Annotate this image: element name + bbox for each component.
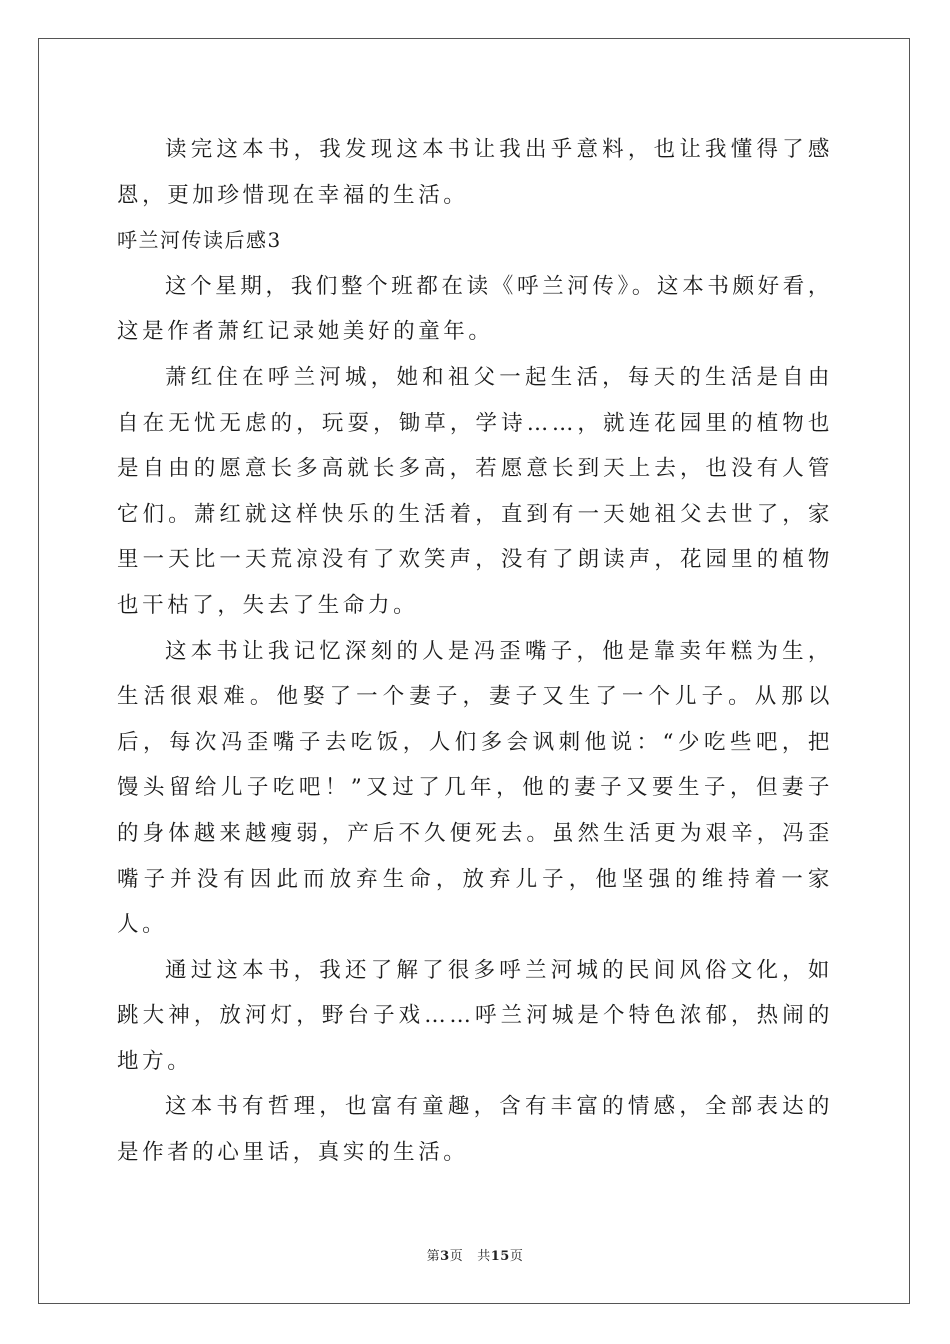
total-unit: 页	[509, 1249, 524, 1264]
total-prefix: 共	[477, 1249, 491, 1264]
total-pages: 15	[490, 1249, 510, 1264]
page-unit: 页	[449, 1249, 464, 1264]
page-footer	[0, 1245, 950, 1264]
page-number	[427, 1249, 464, 1264]
paragraph: 这个星期，我们整个班都在读《呼兰河传》。这本书颇好看，这是作者萧红记录她美好的童年。	[117, 273, 833, 345]
paragraph: 读完这本书，我发现这本书让我出乎意料，也让我懂得了感恩，更加珍惜现在幸福的生活。	[117, 137, 833, 208]
page-prefix: 第	[426, 1249, 441, 1264]
paragraph: 萧红住在呼兰河城，她和祖父一起生活，每天的生活是自由自在无忧无虑的，玩耍，锄草，学诗……，就连花园里的植物也是自由的愿意长多高就长多高，若愿意长到天上去，也没有人管它们。萧红就这样快乐的生活着，直到有一天她祖父去世了，家里一天比一天荒凉没有了欢笑声，没有了朗读声，花园里的植物也干枯了，失去了生命力。	[117, 364, 833, 618]
paragraph: 这本书有哲理，也富有童趣，含有丰富的情感，全部表达的是作者的心里话，真实的生活。	[117, 1094, 833, 1166]
page-total	[477, 1249, 523, 1264]
document-body	[117, 127, 833, 1176]
current-page: 3	[440, 1249, 450, 1264]
section-title: 呼兰河传读后感3	[117, 228, 282, 253]
paragraph: 通过这本书，我还了解了很多呼兰河城的民间风俗文化，如跳大神，放河灯，野台子戏……呼兰河城是个特色浓郁，热闹的地方。	[117, 957, 833, 1074]
paragraph: 这本书让我记忆深刻的人是冯歪嘴子，他是靠卖年糕为生，生活很艰难。他娶了一个妻子，妻子又生了一个儿子。从那以后，每次冯歪嘴子去吃饭，人们多会讽刺他说：“少吃些吧，把馒头留给儿子吃吧！”又过了几年，他的妻子又要生子，但妻子的身体越来越瘦弱，产后不久便死去。虽然生活更为艰辛，冯歪嘴子并没有因此而放弃生命，放弃儿子，他坚强的维持着一家人。	[117, 638, 833, 938]
